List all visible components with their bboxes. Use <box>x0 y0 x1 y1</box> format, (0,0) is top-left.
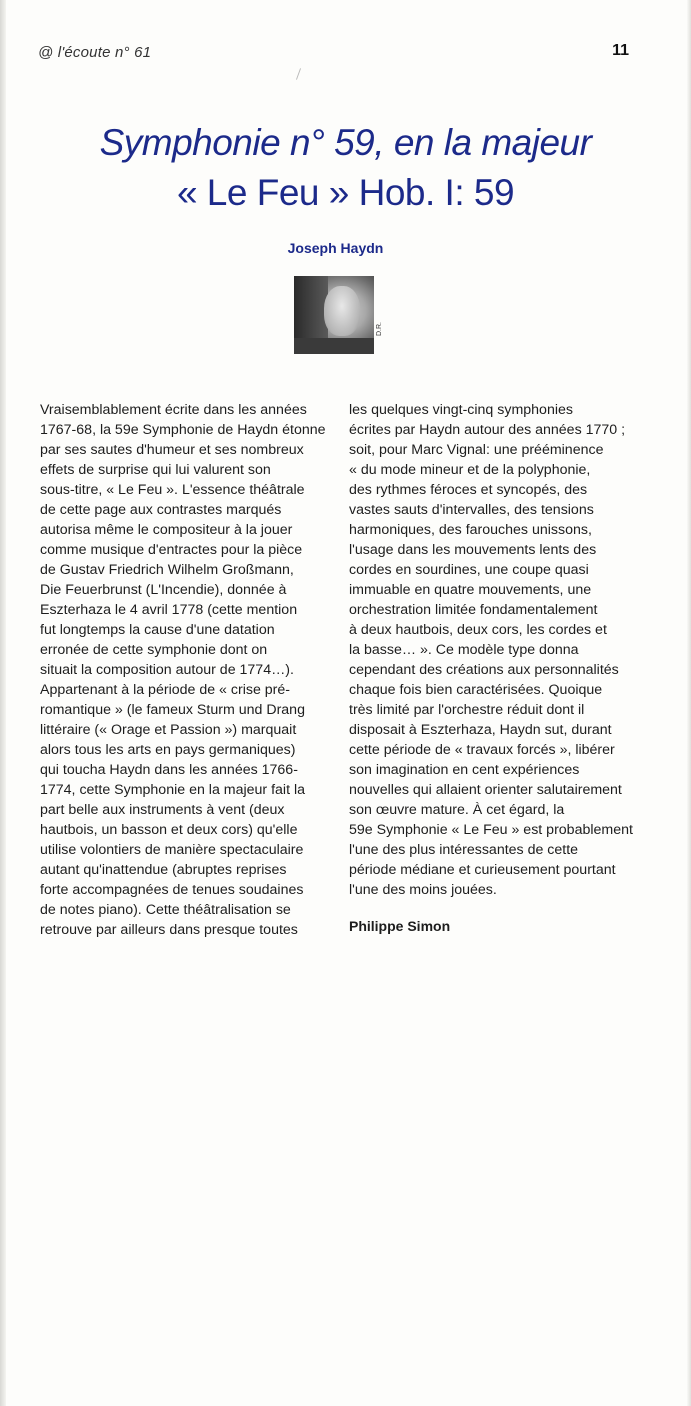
text-line: 59e Symphonie « Le Feu » est probablement <box>349 822 633 838</box>
text-line: soit, pour Marc Vignal: une prééminence <box>349 442 604 458</box>
text-line: l'une des moins jouées. <box>349 882 497 898</box>
page-title <box>0 118 691 218</box>
text-line: période médiane et curieusement pourtant <box>349 862 616 878</box>
text-line: les quelques vingt-cinq symphonies <box>349 402 573 418</box>
page-number: 11 <box>612 42 629 59</box>
portrait-coat <box>294 338 374 354</box>
text-line: « du mode mineur et de la polyphonie, <box>349 462 591 478</box>
text-line: immuable en quatre mouvements, une <box>349 582 592 598</box>
portrait-credit: D.R. <box>376 322 383 336</box>
text-line: romantique » (le fameux Sturm und Drang <box>40 702 305 718</box>
text-line: cette période de « travaux forcés », libérer <box>349 742 615 758</box>
text-line: vastes sauts d'intervalles, des tensions <box>349 502 594 518</box>
text-line: Appartenant à la période de « crise pré- <box>40 682 291 698</box>
text-line: autorisa même le compositeur à la jouer <box>40 522 293 538</box>
text-line: cordes en sourdines, une coupe quasi <box>349 562 589 578</box>
text-line: erronée de cette symphonie dont on <box>40 642 268 658</box>
text-line: à deux hautbois, deux cors, les cordes et <box>349 622 607 638</box>
text-line: littéraire (« Orage et Passion ») marquait <box>40 722 297 738</box>
text-line: de cette page aux contrastes marqués <box>40 502 282 518</box>
text-line: Vraisemblablement écrite dans les années <box>40 402 307 418</box>
text-line: écrites par Haydn autour des années 1770 ; <box>349 422 626 438</box>
title-line-1: Symphonie n° 59, en la majeur <box>99 122 592 163</box>
text-line: forte accompagnées de tenues soudaines <box>40 882 304 898</box>
text-line: son imagination en cent expériences <box>349 762 580 778</box>
article-column-right <box>349 400 645 900</box>
text-line: retrouve par ailleurs dans presque toutes <box>40 922 298 938</box>
text-line: de Gustav Friedrich Wilhelm Großmann, <box>40 562 294 578</box>
text-line: situait la composition autour de 1774…). <box>40 662 294 678</box>
text-line: autant qu'inattendue (abruptes reprises <box>40 862 287 878</box>
text-line: l'une des plus intéressantes de cette <box>349 842 579 858</box>
text-line: effets de surprise qui lui valurent son <box>40 462 271 478</box>
text-line: par ses sautes d'humeur et ses nombreux <box>40 442 304 458</box>
text-line: alors tous les arts en pays germaniques) <box>40 742 296 758</box>
author-signature: Philippe Simon <box>349 918 451 934</box>
text-line: sous-titre, « Le Feu ». L'essence théâtrale <box>40 482 305 498</box>
text-line: part belle aux instruments à vent (deux <box>40 802 285 818</box>
text-line: comme musique d'entractes pour la pièce <box>40 542 303 558</box>
text-line: de notes piano). Cette théâtralisation se <box>40 902 291 918</box>
text-line: nouvelles qui allaient orienter salutairement <box>349 782 622 798</box>
text-line: des rythmes féroces et syncopés, des <box>349 482 588 498</box>
text-line: utilise volontiers de manière spectaculaire <box>40 842 304 858</box>
text-line: qui toucha Haydn dans les années 1766- <box>40 762 298 778</box>
text-line: 1767-68, la 59e Symphonie de Haydn étonne <box>40 422 326 438</box>
text-line: fut longtemps la cause d'une datation <box>40 622 275 638</box>
text-line: chaque fois bien caractérisées. Quoique <box>349 682 603 698</box>
text-line: Eszterhaza le 4 avril 1778 (cette mention <box>40 602 298 618</box>
title-line-2: « Le Feu » Hob. I: 59 <box>176 172 515 213</box>
composer-name: Joseph Haydn <box>287 240 384 256</box>
article-column-left <box>40 400 328 940</box>
publication-header: @ l'écoute n° 61 <box>38 44 152 61</box>
text-line: très limité par l'orchestre réduit dont il <box>349 702 585 718</box>
text-line: cependant des créations aux personnalités <box>349 662 619 678</box>
text-line: 1774, cette Symphonie en la majeur fait la <box>40 782 305 798</box>
text-line: hautbois, un basson et deux cors) qu'elle <box>40 822 298 838</box>
text-line: disposait à Eszterhaza, Haydn sut, durant <box>349 722 612 738</box>
composer-portrait <box>294 276 374 354</box>
text-line: harmoniques, des farouches unissons, <box>349 522 592 538</box>
text-line: son œuvre mature. À cet égard, la <box>349 802 565 818</box>
portrait-face <box>324 286 360 336</box>
text-line: orchestration limitée fondamentalement <box>349 602 598 618</box>
scan-mark <box>296 68 301 80</box>
text-line: l'usage dans les mouvements lents des <box>349 542 597 558</box>
text-line: Die Feuerbrunst (L'Incendie), donnée à <box>40 582 287 598</box>
text-line: la basse… ». Ce modèle type donna <box>349 642 579 658</box>
